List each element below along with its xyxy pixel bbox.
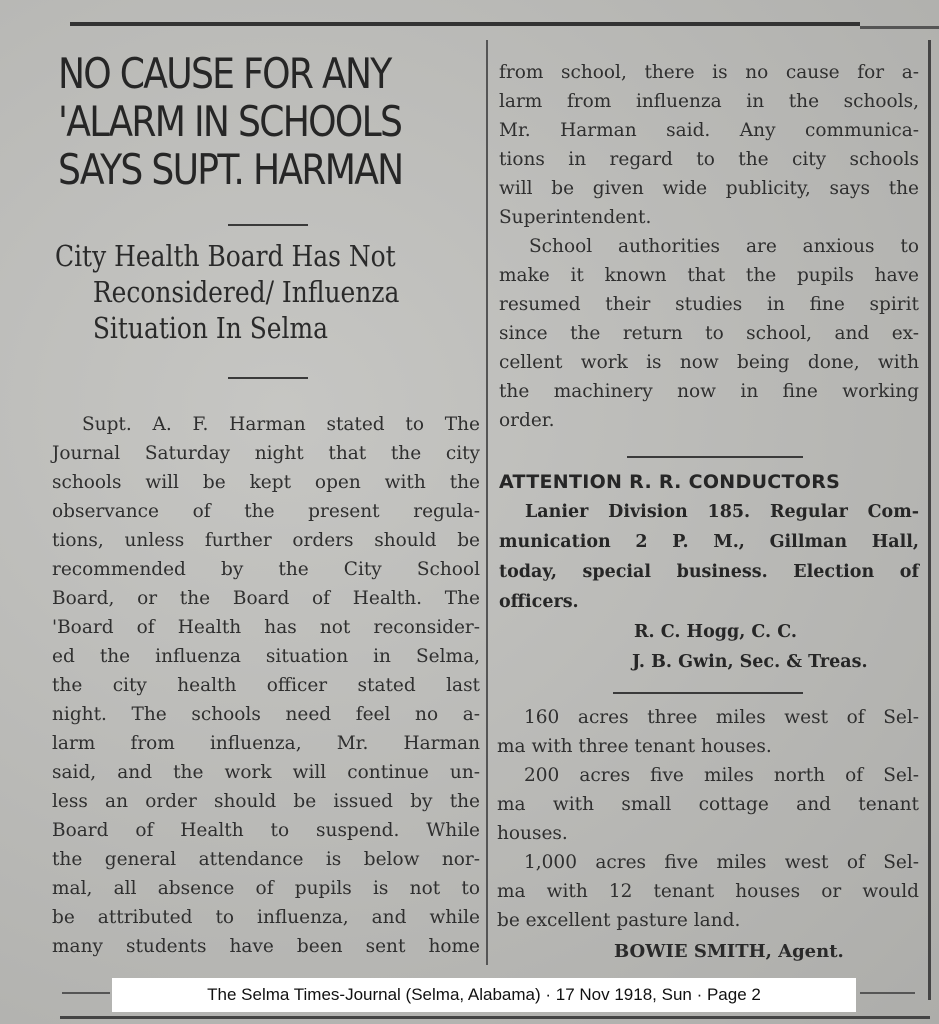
notice-divider-bottom [613, 692, 803, 694]
text-line: Journal Saturday night that the city [52, 443, 480, 464]
text-line: recommended by the City School [52, 559, 480, 580]
text-line: today, special business. Election of [499, 562, 919, 582]
subhead-line: Situation In Selma [92, 311, 329, 345]
text-line: houses. [497, 823, 568, 844]
text-line: ma with small cottage and tenant [497, 794, 919, 815]
text-line: be attributed to influenza, and while [52, 907, 480, 928]
caption-ornament-left [62, 992, 110, 994]
headline [58, 50, 483, 194]
text-line: less an order should be issued by the [52, 791, 480, 812]
text-line: School authorities are anxious to [529, 236, 919, 257]
subhead-line: Reconsidered/ Influenza [92, 275, 400, 309]
text-line: ed the influenza situation in Selma, [52, 646, 480, 667]
text-line: Board, or the Board of Health. The [52, 588, 480, 609]
text-line: 160 acres three miles west of Sel- [524, 707, 919, 728]
text-line: since the return to school, and ex- [499, 323, 919, 344]
article-body-left [52, 410, 480, 961]
text-line: the city health officer stated last [52, 675, 480, 696]
text-line: tions in regard to the city schools [499, 149, 919, 170]
source-caption: The Selma Times-Journal (Selma, Alabama) · 17 Nov 1918, Sun · Page 2 [112, 978, 856, 1012]
text-line: mal, all absence of pupils is not to [52, 878, 480, 899]
text-line: 200 acres five miles north of Sel- [524, 765, 919, 786]
text-line: larm from influenza, Mr. Harman [52, 733, 480, 754]
text-line: ma with 12 tenant houses or would [497, 881, 919, 902]
subhead-line: City Health Board Has Not [55, 239, 396, 273]
text-line: from school, there is no cause for a- [499, 62, 919, 83]
text-line: Board of Health to suspend. While [52, 820, 480, 841]
bottom-rule [60, 1016, 930, 1019]
text-line: officers. [499, 592, 579, 612]
subhead-divider [228, 377, 308, 379]
text-line: 1,000 acres five miles west of Sel- [524, 852, 919, 873]
text-line: tions, unless further orders should be [52, 530, 480, 551]
notice-signature: J. B. Gwin, Sec. & Treas. [632, 652, 868, 672]
text-line: be excellent pasture land. [497, 910, 741, 931]
text-line: observance of the present regula- [52, 501, 480, 522]
conductors-notice [499, 467, 919, 677]
notice-divider-top [627, 456, 803, 458]
text-line: many students have been sent home [52, 936, 480, 957]
text-line: resumed their studies in fine spirit [499, 294, 919, 315]
headline-line: SAYS SUPT. HARMAN [58, 145, 403, 194]
text-line: Lanier Division 185. Regular Com- [525, 502, 919, 522]
land-for-sale-ad [497, 703, 919, 935]
text-line: ma with three tenant houses. [497, 736, 772, 757]
text-line: night. The schools need feel no a- [52, 704, 480, 725]
text-line: will be given wide publicity, says the [499, 178, 919, 199]
text-line: Supt. A. F. Harman stated to The [82, 414, 480, 435]
column-divider [486, 40, 488, 965]
text-line: the general attendance is below nor- [52, 849, 480, 870]
article-body-right [499, 58, 919, 435]
text-line: make it known that the pupils have [499, 265, 919, 286]
text-line: larm from influenza in the schools, [499, 91, 919, 112]
notice-title: ATTENTION R. R. CONDUCTORS [499, 471, 841, 493]
text-line: said, and the work will continue un- [52, 762, 480, 783]
caption-ornament-right [860, 992, 915, 994]
text-line: cellent work is now being done, with [499, 352, 919, 373]
right-border-rule [928, 40, 931, 1000]
text-line: Mr. Harman said. Any communica- [499, 120, 919, 141]
top-rule-right [860, 26, 939, 29]
headline-divider [228, 224, 308, 226]
subheadline [55, 238, 425, 346]
agent-signature: BOWIE SMITH, Agent. [614, 941, 844, 962]
text-line: munication 2 P. M., Gillman Hall, [499, 532, 919, 552]
text-line: the machinery now in fine working [499, 381, 919, 402]
headline-line: NO CAUSE FOR ANY [58, 49, 391, 98]
text-line: order. [499, 410, 555, 431]
headline-line: 'ALARM IN SCHOOLS [58, 97, 402, 146]
text-line: 'Board of Health has not reconsider- [52, 617, 480, 638]
top-rule [70, 22, 860, 26]
notice-signature: R. C. Hogg, C. C. [634, 622, 797, 642]
text-line: schools will be kept open with the [52, 472, 480, 493]
text-line: Superintendent. [499, 207, 652, 228]
